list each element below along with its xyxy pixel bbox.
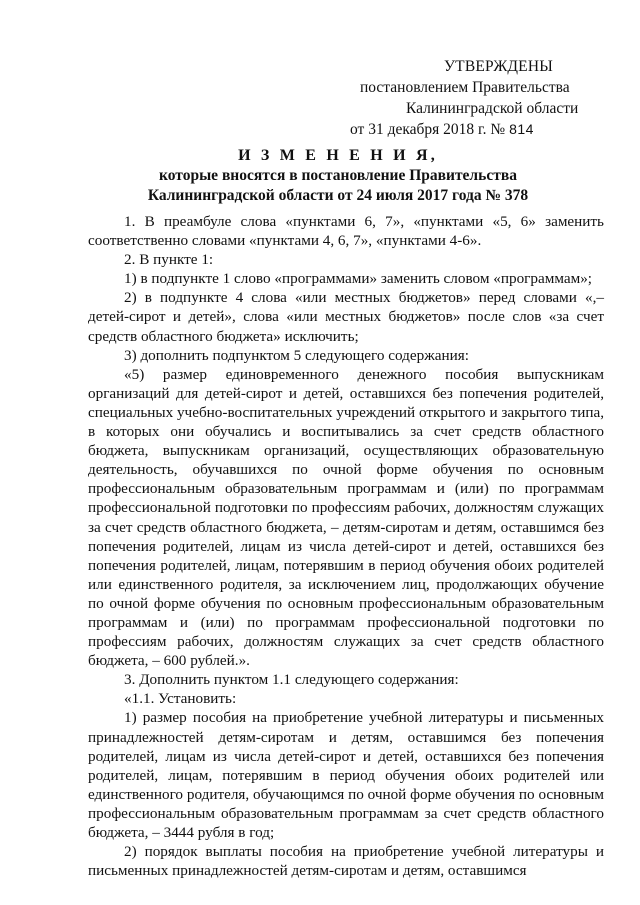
paragraph: 2) в подпункте 4 слова «или местных бюджетов» перед словами «,– детей-сирот и детей», слова «или местных бюджетов» после слов «за счет средств областного бюджета» исключить; <box>88 289 604 345</box>
approval-date-prefix: от 31 декабря 2018 г. № <box>350 121 506 138</box>
paragraph: 3. Дополнить пунктом 1.1 следующего содержания: <box>124 671 459 689</box>
paragraph: 2. В пункте 1: <box>124 251 214 269</box>
approval-line-2: Калининградской области <box>406 100 579 117</box>
paragraph: 3) дополнить подпунктом 5 следующего содержания: <box>124 346 469 364</box>
paragraph: «5) размер единовременного денежного пособия выпускникам организаций для детей-сирот и детей, оставшихся без попечения родителей, специальных учебно-воспитательных учреждений открытого и закрытого типа, в которых они обучались и воспитывались за счет средств областного бюджета, выпускникам организаций, осуществляющих образовательную деятельность, обучавшихся по очной форме обучения по основным профессиональным образовательным программам и (или) по программам профессиональной подготовки по профессиям рабочих, должностям служащих за счет средств областного бюджета, – детям-сиротам и детям, оставшимся без попечения родителей, лицам из числа детей-сирот и детей, оставшихся без попечения родителей, лицам, потерявшим в период обучения обоих родителей или единственного родителя, за исключением лиц, продолжающих обучение по очной форме обучения по основным профессиональным образовательным программам и (или) по программам профессиональной подготовки по профессиям рабочих, должностям служащих за счет средств областного бюджета, – 600 рублей.». <box>88 365 604 670</box>
document-body <box>88 212 604 880</box>
paragraph: 1) в подпункте 1 слово «программами» заменить словом «программам»; <box>124 270 593 288</box>
title-line-3: Калининградской области от 24 июля 2017 года № 378 <box>147 187 529 204</box>
approval-number: 814 <box>509 121 534 137</box>
title-main: И З М Е Н Е Н И Я, <box>238 147 438 164</box>
approval-stamp <box>350 56 610 140</box>
approval-line-1: постановлением Правительства <box>360 79 570 96</box>
paragraph: 2) порядок выплаты пособия на приобретение учебной литературы и письменных принадлежностей детям-сиротам и детям, оставшимся <box>88 843 604 880</box>
paragraph: «1.1. Установить: <box>124 690 237 708</box>
title-line-2: которые вносятся в постановление Правительства <box>159 167 517 184</box>
paragraph: 1. В преамбуле слова «пунктами 6, 7», «пунктами «5, 6» заменить соответственно словами «пунктами 4, 6, 7», «пунктами 4-6». <box>88 213 604 250</box>
paragraph: 1) размер пособия на приобретение учебной литературы и письменных принадлежностей детям-сиротам и детям, оставшимся без попечения родителей, лицам из числа детей-сирот и детей, оставшихся без попечения родителей, лицам, потерявшим в период обучения обоих родителей или единственного родителя, обучающимся по очной форме обучения по основным профессиональным образовательным программам за счет средств областного бюджета, – 3444 рубля в год; <box>88 709 604 841</box>
approval-date-line <box>350 119 610 140</box>
document-title <box>60 146 616 206</box>
approval-header: УТВЕРЖДЕНЫ <box>444 58 553 75</box>
